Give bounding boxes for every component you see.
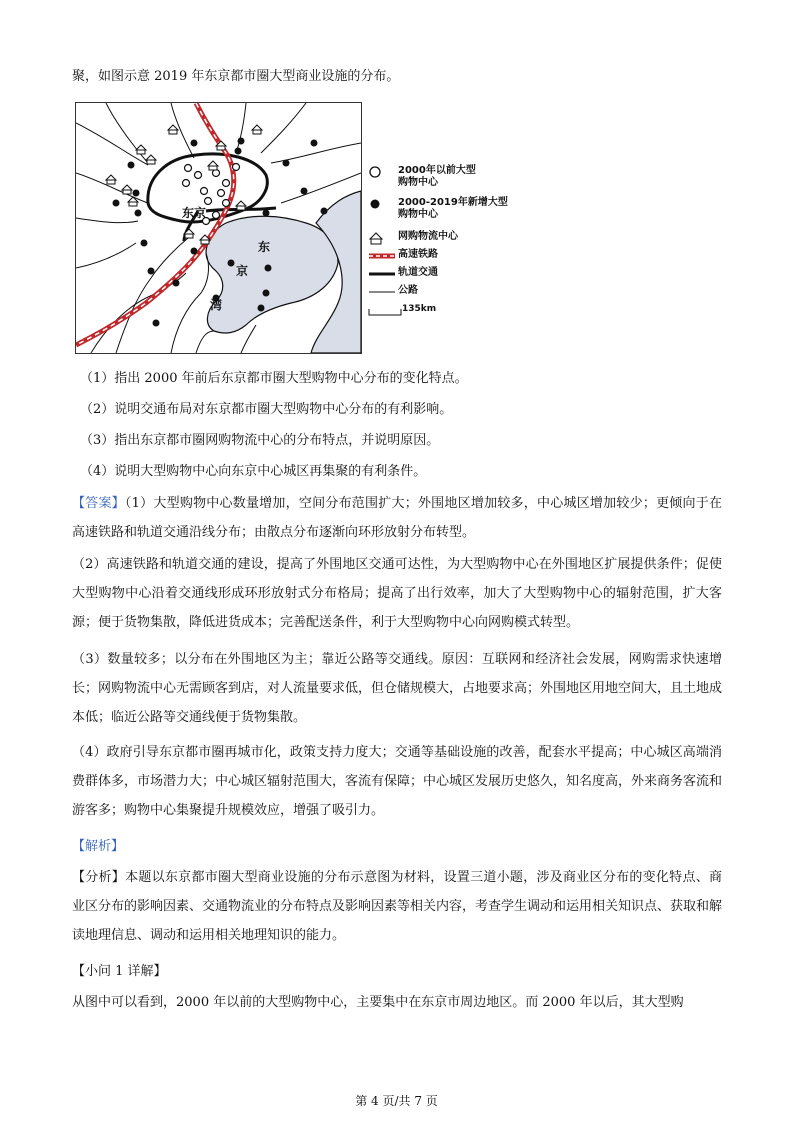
page-footer: 第 4 页/共 7 页: [355, 1094, 438, 1108]
filled-circle-icon: [368, 197, 382, 211]
intro-text: 聚，如图示意 2019 年东京都市圈大型商业设施的分布。: [72, 69, 400, 84]
legend-row-new-mall: [368, 197, 508, 221]
map-bay-label-3: 湾: [210, 298, 223, 312]
map-city-label: 东京: [182, 206, 207, 220]
tokyo-map: [75, 102, 362, 354]
legend-road-label: 公路: [398, 285, 418, 296]
legend-old-mall-label: 2000年以前大型购物中心: [398, 165, 476, 188]
legend-row-road: [368, 285, 418, 299]
question-1: （1）指出 2000 年前后东京都市圈大型购物中心分布的变化特点。: [80, 371, 468, 386]
answer-paragraph-3: （3）数量较多；以分布在外围地区为主；靠近公路等交通线。原因：互联网和经济社会发展，网购需求快速增长；网购物流中心无需顾客到店，对人流量要求低，但仓储规模大，占地要求高；外围地区用地空间大，且土地成本低；临近公路等交通线便于货物集散。: [72, 652, 723, 725]
answer-paragraph-1: [72, 489, 722, 547]
map-bay-label-2: 京: [236, 264, 249, 278]
question-4: （4）说明大型购物中心向东京中心城区再集聚的有利条件。: [80, 464, 427, 479]
legend-new-mall-label: 2000-2019年新增大型购物中心: [398, 197, 508, 220]
legend-row-scale: [368, 303, 436, 317]
legend-row-logistics: [368, 231, 458, 245]
answer-paragraph-4: （4）政府引导东京都市圈再城市化，政策支持力度大；交通等基础设施的改善，配套水平提高；中心城区高端消费群体多，市场潜力大；中心城区辐射范围大，客流有保障；中心城区发展历史悠久，知名度高，外来商务客流和游客多；购物中心集聚提升规模效应，增强了吸引力。: [72, 745, 723, 818]
answer-tag: 【答案】: [72, 496, 125, 511]
legend-logistics-label: 网购物流中心: [398, 231, 458, 242]
scale-bar-icon: [368, 303, 402, 319]
answer-paragraph-2: （2）高速铁路和轨道交通的建设，提高了外围地区交通可达性，为大型购物中心在外围地区扩展提供条件；促使大型购物中心沿着交通线形成环形放射式分布格局；提高了出行效率，加大了大型购物中心的辐射范围，扩大客源；便于货物集散，降低进货成本；完善配送条件，利于大型购物中心向网购模式转型。: [72, 557, 722, 630]
analysis-tag: 【解析】: [72, 839, 125, 854]
high-speed-rail-icon: [368, 249, 396, 263]
road-line-icon: [368, 285, 396, 299]
map-bay-label-1: 东: [258, 240, 271, 254]
tokyo-bay: [206, 216, 338, 333]
legend-row-old-mall: [368, 165, 476, 189]
hollow-circle-icon: [368, 165, 382, 179]
legend-row-rail: [368, 267, 438, 281]
sub-question-1-text: 从图中可以看到，2000 年以前的大型购物中心，主要集中在东京市周边地区。而 2000 年以后，其大型购: [72, 995, 684, 1010]
analysis-paragraph: [72, 863, 722, 950]
question-3: （3）指出东京都市圈网购物流中心的分布特点，并说明原因。: [80, 433, 440, 448]
legend-hsr-label: 高速铁路: [398, 249, 438, 260]
analysis-heading: [72, 832, 722, 861]
question-2: （2）说明交通布局对东京都市圈大型购物中心分布的有利影响。: [80, 402, 453, 417]
legend-scale-label: 135km: [402, 304, 437, 314]
legend-rail-label: 轨道交通: [398, 267, 438, 278]
legend-row-hsr: [368, 249, 438, 263]
sub-question-1-heading: 【小问 1 详解】: [72, 964, 167, 979]
fenxi-tag: 【分析】: [72, 870, 126, 885]
fenxi-text: 本题以东京都市圈大型商业设施的分布示意图为材料，设置三道小题，涉及商业区分布的变化特点、商业区分布的影响因素、交通物流业的分布特点及影响因素等相关内容，考查学生调动和运用相关知识点、获取和解读地理信息、调动和运用相关地理知识的能力。: [72, 870, 723, 943]
answer-1-text: （1）大型购物中心数量增加，空间分布范围扩大；外围地区增加较多，中心城区增加较少；更倾向于在高速铁路和轨道交通沿线分布；由散点分布逐渐向环形放射分布转型。: [72, 496, 722, 540]
warehouse-icon: [368, 231, 384, 245]
rail-line-icon: [368, 267, 396, 281]
